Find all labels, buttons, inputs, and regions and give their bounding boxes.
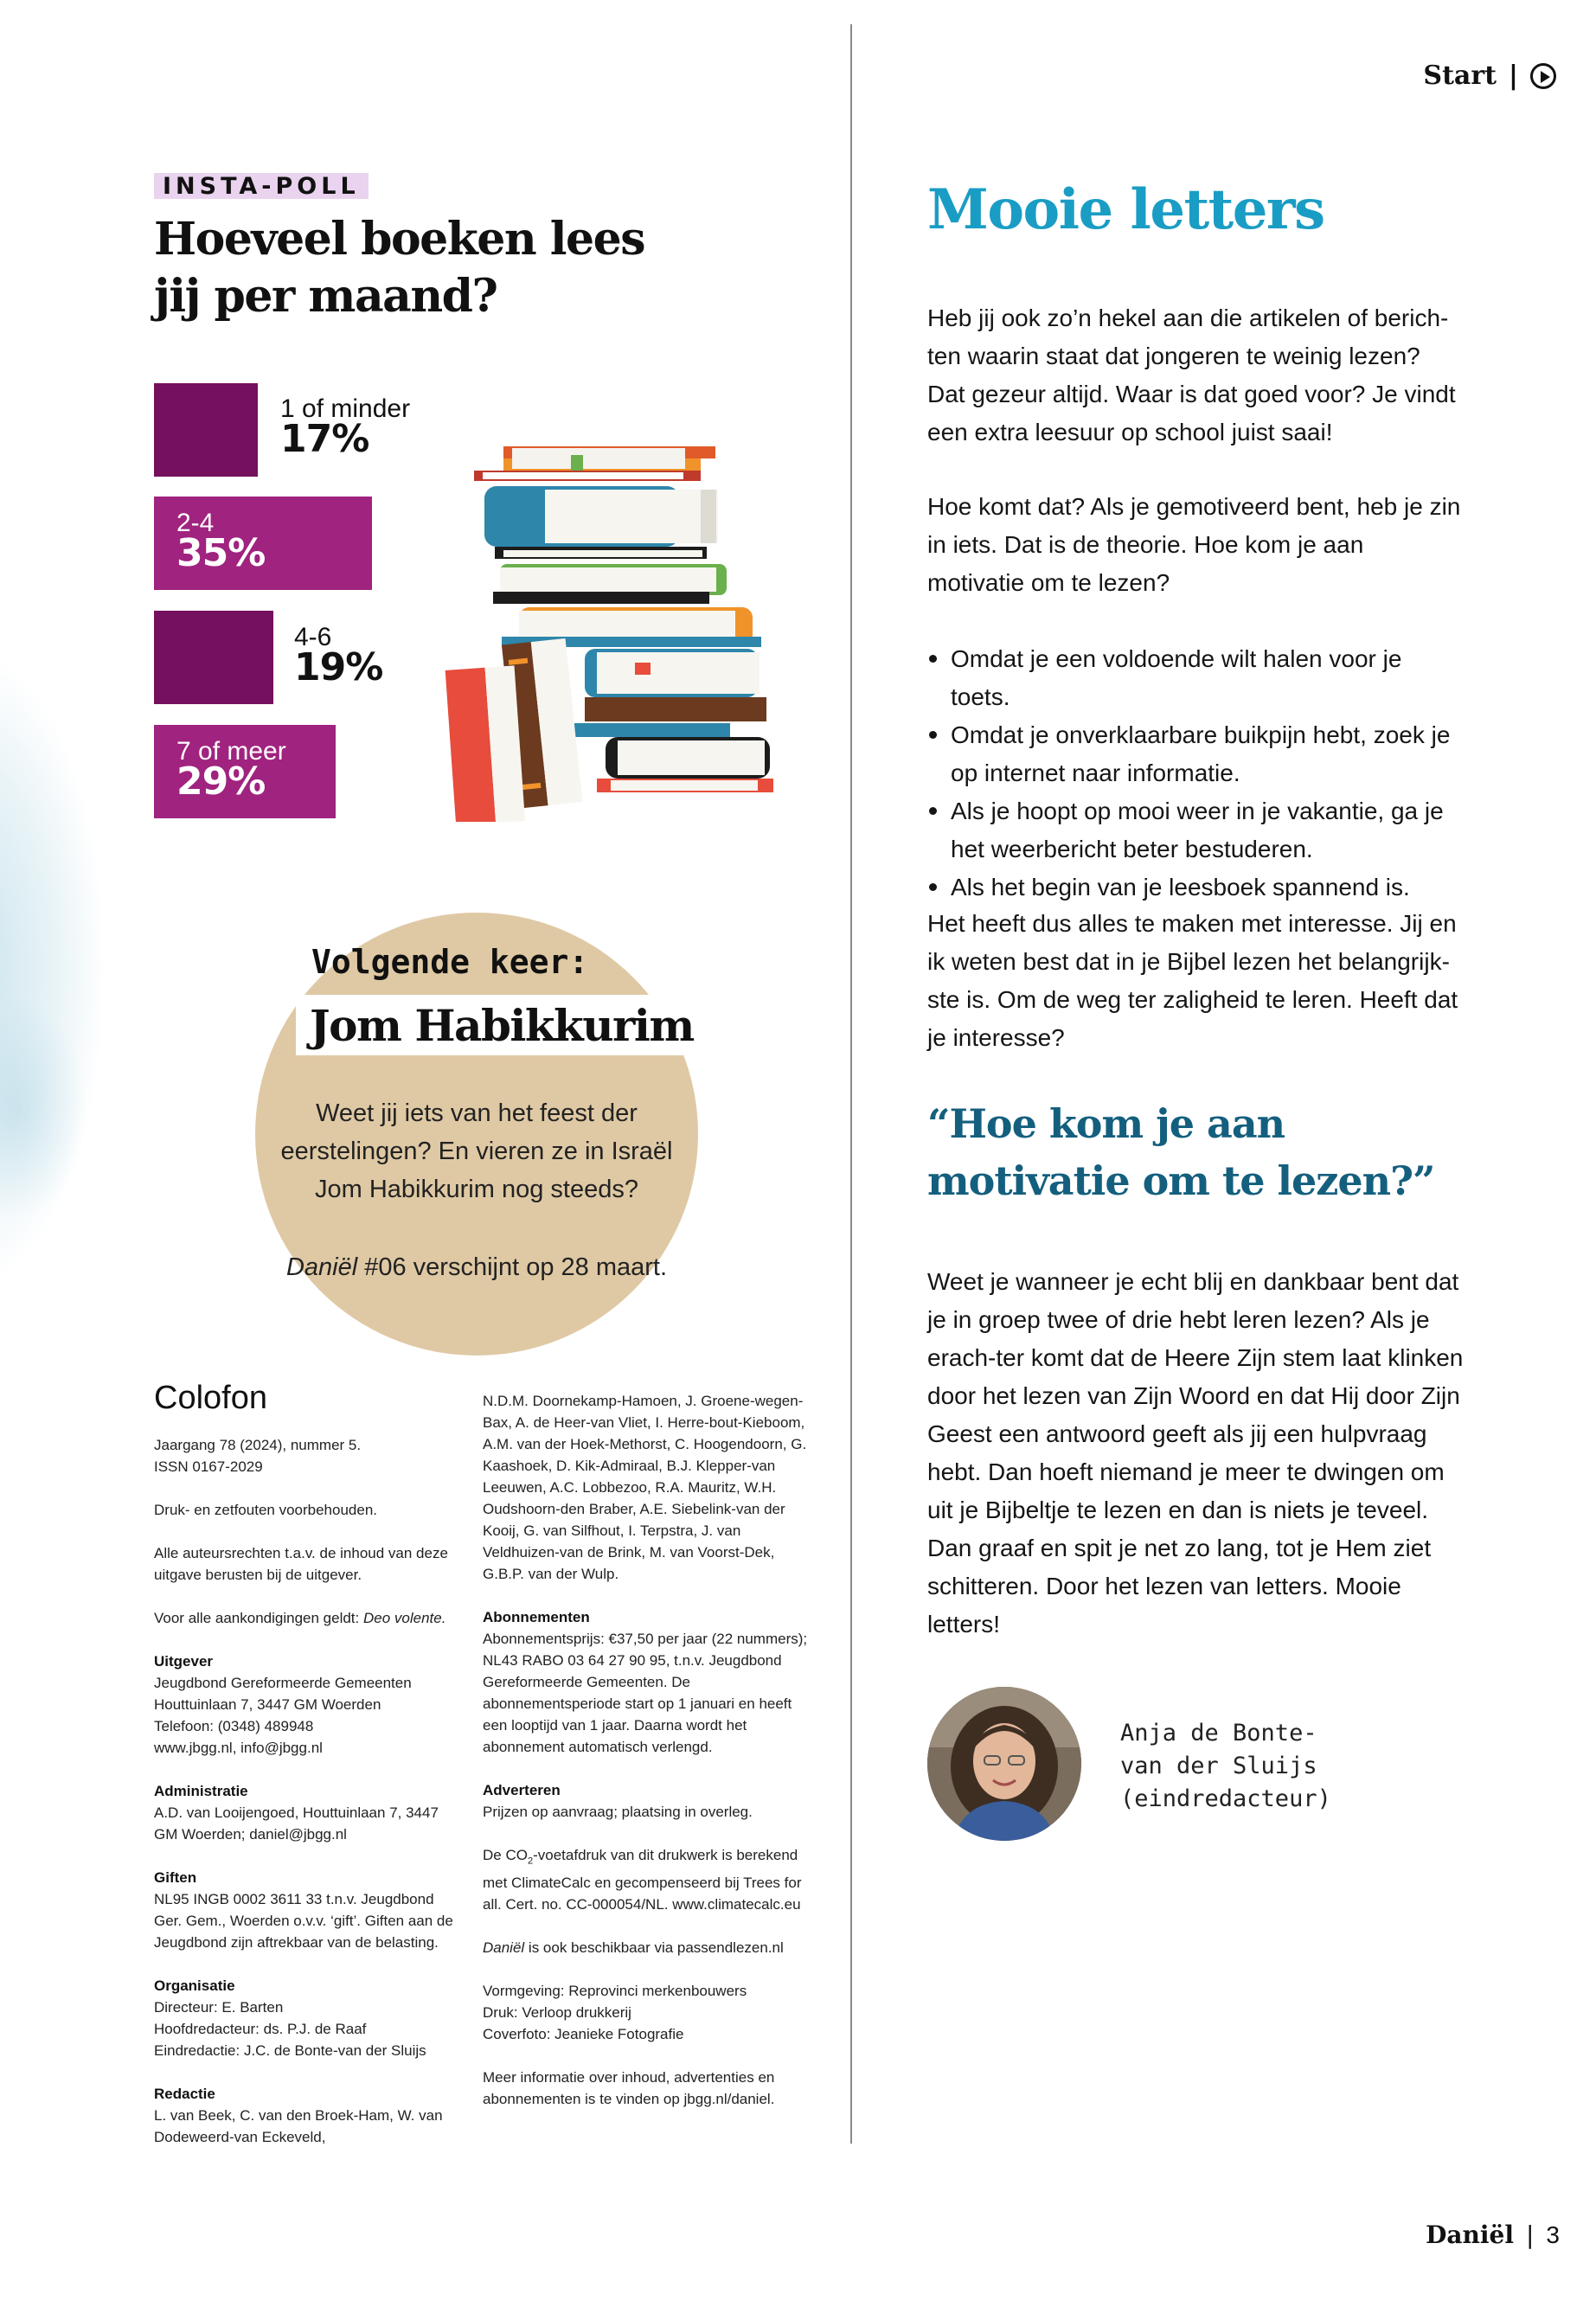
column-divider [850, 24, 852, 2144]
colofon-column-left [154, 1434, 465, 2170]
start-link[interactable] [1423, 61, 1556, 91]
poll-bar-3 [154, 611, 273, 704]
separator: | [1525, 2221, 1535, 2249]
pull-quote: “Hoe kom je aan motivatie om te lezen?” [927, 1100, 1435, 1204]
poll-option-percent-3: 19% [294, 645, 383, 689]
list-item: Omdat je een voldoende wilt halen voor je toets. [927, 640, 1464, 716]
poll-tag [154, 173, 369, 199]
administratie-block: Administratie A.D. van Looijengoed, Houttuinlaan 7, 3447 GM Woerden; daniel@jbgg.nl [154, 1783, 439, 1843]
magazine-name: Daniël [285, 1253, 358, 1281]
druk-note: Druk- en zetfouten voorbehouden. [154, 1502, 378, 1518]
poll-tag-label: INSTA-POLL [163, 172, 360, 200]
list-item: Als het begin van je leesboek spannend is. [927, 868, 1464, 907]
poll-option-label-1: 1 of minder [280, 394, 411, 423]
poll-option-percent-2: 35% [176, 531, 266, 575]
reasons-list [927, 640, 1464, 907]
adverteren-block: Adverteren Prijzen op aanvraag; plaatsing in overleg. [483, 1782, 753, 1820]
separator: | [1509, 61, 1518, 91]
colofon-column-right [483, 1390, 811, 2131]
issn: ISSN 0167-2029 [154, 1458, 263, 1475]
poll-option-label-4: 7 of meer [176, 737, 286, 766]
colofon-title: Colofon [154, 1380, 267, 1416]
meer-info: Meer informatie over inhoud, advertenties en abonnementen is te vinden op jbgg.nl/daniel. [483, 2069, 775, 2108]
next-heading: Volgende keer: [311, 943, 589, 981]
redactie-names: N.D.M. Doornekamp-Hamoen, J. Groene-wegen-Bax, A. de Heer-van Vliet, I. Herre-bout-Kieboom, A.M. van der Hoek-Methorst, C. Hoogendoorn, G. Kaashoek, D. Kik-Admiraal, B.J. Klepper-van Leeuwen, A.C. Lobbezoo, R.A. Mauritz, W.H. Oudshoorn-den Braber, A.E. Siebelink-van der Kooij, G. van Silfhout, I. Terpstra, J. van Veldhuizen-van de Brink, M. van Voorst-Dek, G.B.P. van der Wulp. [483, 1393, 807, 1582]
article-paragraph-1: Heb jij ook zo’n hekel aan die artikelen of berich-ten waarin staat dat jongeren te weinig lezen? Dat gezeur altijd. Waar is dat goed voor? Je vindt een extra leesuur op school juist saai! [927, 304, 1456, 445]
co2-note: De $CO_2$-voetafdruk van dit drukwerk is berekend met ClimateCalc en gecompenseerd bij Trees for all. Cert. no. CC-000054/NL. www.climatecalc.eu [483, 1847, 802, 1913]
magazine-name: Daniël [1426, 2221, 1514, 2249]
article-title: Mooie letters [927, 177, 1324, 242]
poll-option-percent-1: 17% [280, 417, 369, 461]
start-label: Start [1423, 61, 1497, 91]
issue-text: #06 verschijnt op 28 maart. [357, 1253, 668, 1281]
giften-block: Giften NL95 INGB 0002 3611 33 t.n.v. Jeugdbond Ger. Gem., Woerden o.v.v. ‘gift’. Giften aan de Jeugdbond zijn aftrekbaar van de belasting. [154, 1869, 453, 1951]
poll-option-label-3: 4-6 [294, 623, 332, 651]
organisatie-block: Organisatie Directeur: E. Barten Hoofdredacteur: ds. P.J. de Raaf Eindredactie: J.C. de Bonte-van der Sluijs [154, 1977, 426, 2059]
author-name: Anja de Bonte- van der Sluijs (eindredacteur) [1120, 1720, 1331, 1812]
poll-option-label-2: 2-4 [176, 509, 215, 537]
poll-bar-1 [154, 383, 258, 477]
jaargang: Jaargang 78 (2024), nummer 5. [154, 1437, 362, 1453]
next-issue-date [268, 1248, 685, 1286]
passendlezen-note: Daniël is ook beschikbaar via passendlezen.nl [483, 1939, 784, 1957]
redactie-block: Redactie L. van Beek, C. van den Broek-Ham, W. van Dodeweerd-van Eckeveld, [154, 2086, 443, 2145]
uitgever-block: Uitgever Jeugdbond Gereformeerde Gemeenten Houttuinlaan 7, 3447 GM Woerden Telefoon: (0348) 489948 www.jbgg.nl, info@jbgg.nl [154, 1653, 412, 1756]
rechten-note: Alle auteursrechten t.a.v. de inhoud van deze uitgave berusten bij de uitgever. [154, 1545, 448, 1583]
next-title: Jom Habikkurim [310, 999, 694, 1051]
uitgever-contact[interactable]: www.jbgg.nl, info@jbgg.nl [154, 1740, 323, 1756]
author-avatar [927, 1687, 1081, 1841]
play-circle-icon[interactable] [1530, 63, 1556, 89]
list-item: Omdat je onverklaarbare buikpijn hebt, zoek je op internet naar informatie. [927, 716, 1464, 792]
page-number: 3 [1546, 2221, 1560, 2248]
list-item: Als je hoopt op mooi weer in je vakantie, ga je het weerbericht beter bestuderen. [927, 792, 1464, 868]
poll-title: Hoeveel boeken lees jij per maand? [154, 213, 644, 323]
next-teaser-text: Weet jij iets van het feest der eerstelingen? En vieren ze in Israël Jom Habikkurim nog steeds? [280, 1099, 673, 1203]
article-paragraph-3: Het heeft dus alles te maken met interesse. Jij en ik weten best dat in je Bijbel lezen het belangrijk-ste is. Om de weg ter zaligheid te leren. Heeft dat je interesse? [927, 910, 1458, 1051]
article-paragraph-2: Hoe komt dat? Als je gemotiveerd bent, heb je zin in iets. Dat is de theorie. Hoe kom je aan motivatie om te lezen? [927, 493, 1461, 596]
abonnementen-block: Abonnementen Abonnementsprijs: €37,50 per jaar (22 nummers); NL43 RABO 03 64 27 90 95, t.n.v. Jeugdbond Gereformeerde Gemeenten. De abonnementsperiode start op 1 januari en heeft een looptijd van 1 jaar. Daarna wordt het abonnement automatisch verlengd. [483, 1609, 808, 1755]
next-title-box [296, 995, 708, 1055]
vormgeving-block: Vormgeving: Reprovinci merkenbouwers Druk: Verloop drukkerij Coverfoto: Jeanieke Fotografie [483, 1983, 747, 2043]
page-footer [1426, 2221, 1560, 2249]
article-paragraph-4: Weet je wanneer je echt blij en dankbaar bent dat je in groep twee of drie hebt leren lezen? Als je erach-ter komt dat de Heere Zijn stem laat klinken door het lezen van Zijn Woord en dat Hij door Zijn Geest een antwoord geeft als jij een hulpvraag hebt. Dan hoeft niemand je meer te dwingen om uit je Bijbeltje te lezen en dan is niets je teveel. Dan graaf en spit je net zo lang, tot je Hem ziet schitteren. Door het lezen van letters. Mooie letters! [927, 1268, 1464, 1638]
aankondigingen-note: Voor alle aankondigingen geldt: Deo volente. [154, 1610, 446, 1626]
book-stack-illustration [433, 441, 779, 822]
poll-option-percent-4: 29% [176, 760, 266, 804]
